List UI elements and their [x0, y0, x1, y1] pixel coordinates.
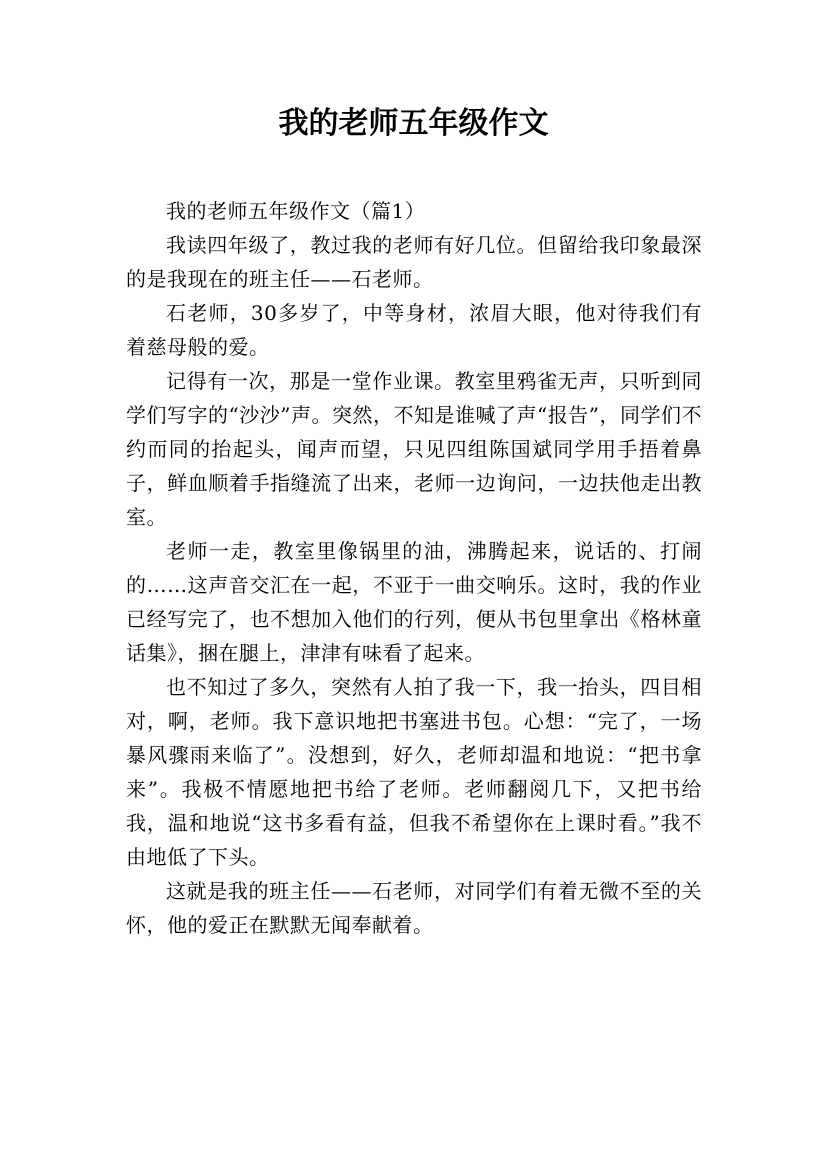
paragraph: 我读四年级了，教过我的老师有好几位。但留给我印象最深的是我现在的班主任——石老师。	[126, 233, 702, 291]
document-body	[126, 194, 702, 942]
document-title: 我的老师五年级作文	[278, 106, 549, 141]
paragraph: 记得有一次，那是一堂作业课。教室里鸦雀无声，只听到同学们写字的“沙沙”声。突然，不知是谁喊了声“报告”，同学们不约而同的抬起头，闻声而望，只见四组陈国斌同学用手捂着鼻子，鲜血顺着手指缝流了出来，老师一边询问，一边扶他走出教室。	[126, 369, 702, 529]
section-heading: 我的老师五年级作文（篇1）	[166, 199, 426, 223]
paragraph: 也不知过了多久，突然有人拍了我一下，我一抬头，四目相对，啊，老师。我下意识地把书塞进书包。心想：“完了，一场暴风骤雨来临了”。没想到，好久，老师却温和地说：“把书拿来”。我极不情愿地把书给了老师。老师翻阅几下，又把书给我，温和地说“这书多看有益，但我不希望你在上课时看。”我不由地低了下头。	[126, 675, 702, 869]
paragraph: 老师一走，教室里像锅里的油，沸腾起来，说话的、打闹的……这声音交汇在一起，不亚于一曲交响乐。这时，我的作业已经写完了，也不想加入他们的行列，便从书包里拿出《格林童话集》，捆在腿上，津津有味看了起来。	[126, 539, 702, 665]
paragraph: 这就是我的班主任——石老师，对同学们有着无微不至的关怀，他的爱正在默默无闻奉献着。	[126, 879, 702, 937]
paragraph: 石老师，30多岁了，中等身材，浓眉大眼，他对待我们有着慈母般的爱。	[126, 301, 702, 359]
